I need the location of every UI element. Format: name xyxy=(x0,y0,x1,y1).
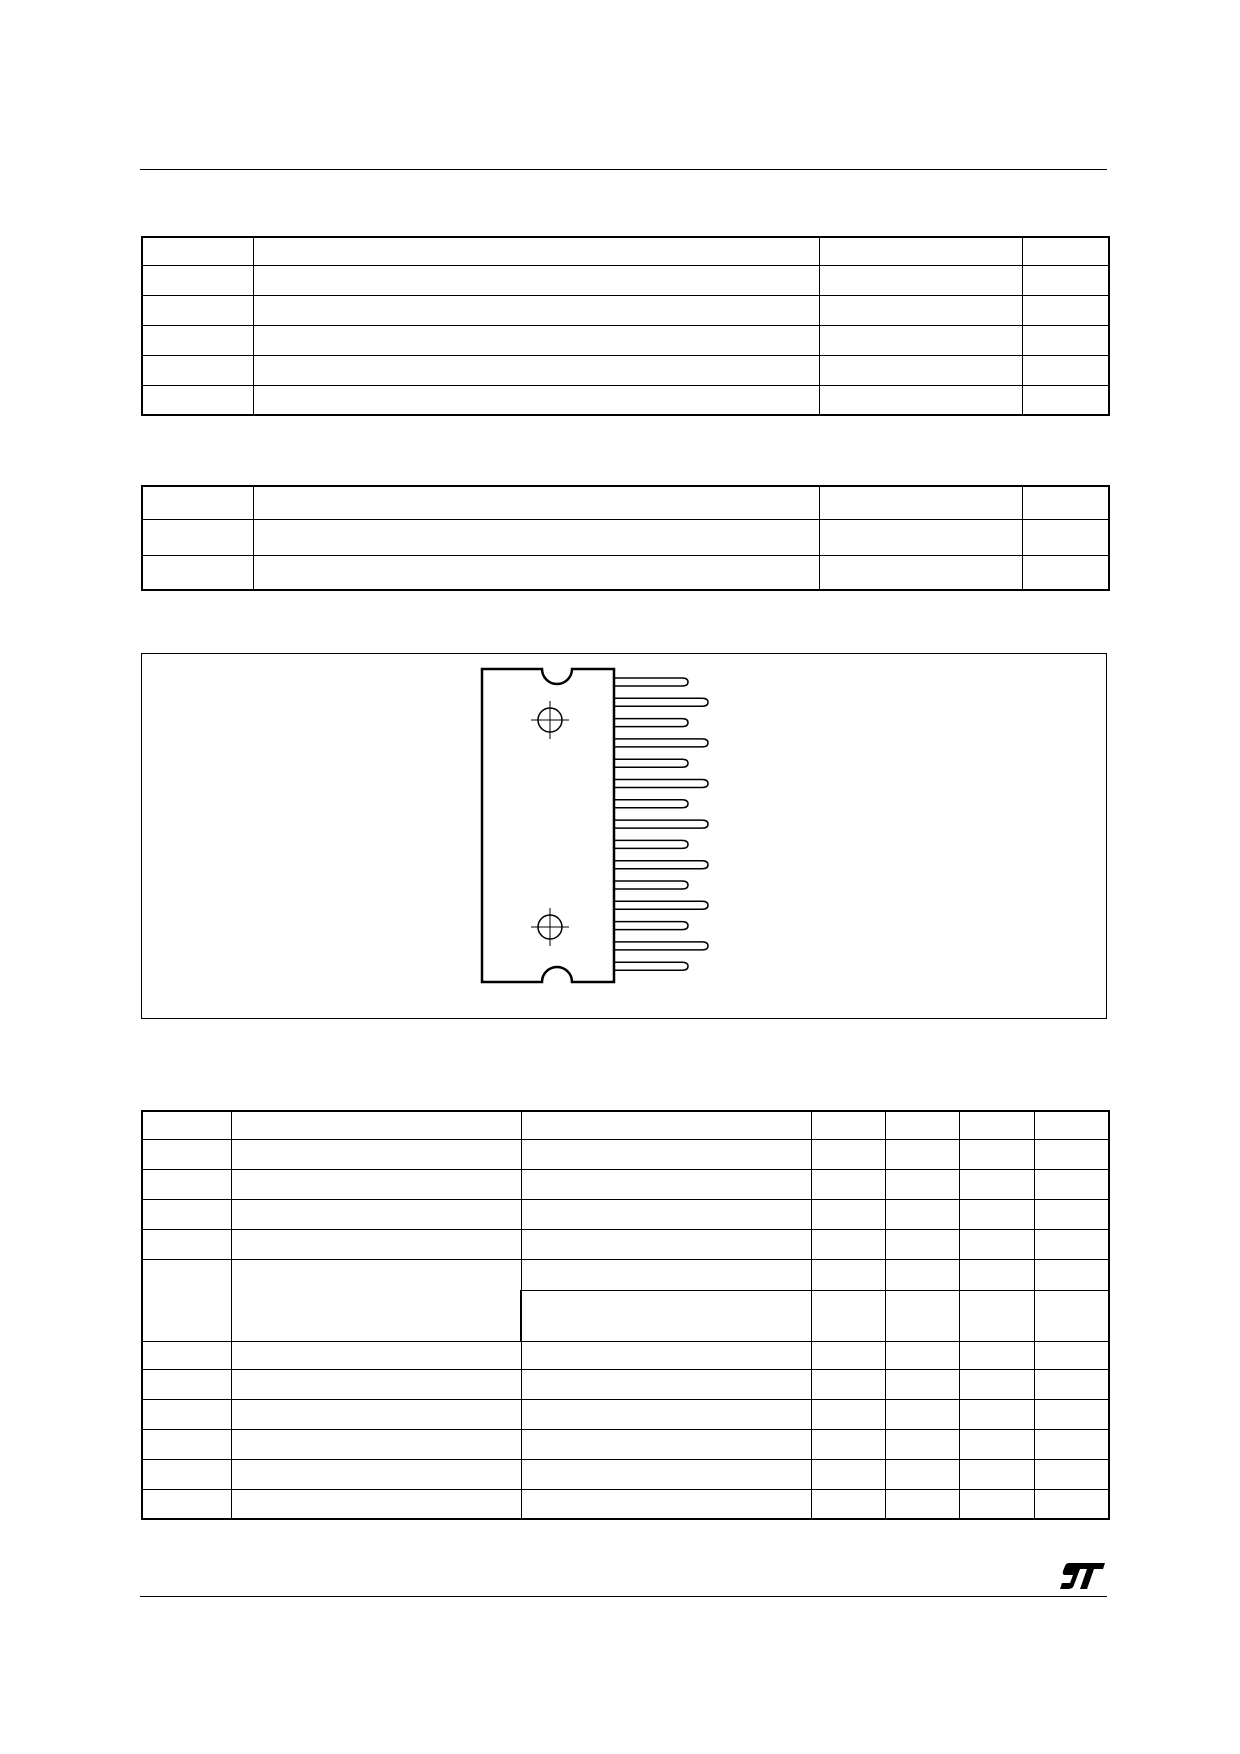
package-pin xyxy=(614,678,688,686)
table-cell xyxy=(253,519,819,555)
table-cell xyxy=(811,1489,885,1519)
table-cell xyxy=(253,355,819,385)
table-cell xyxy=(885,1229,959,1259)
package-pin xyxy=(614,759,688,767)
table-cell xyxy=(231,1259,521,1341)
table-cell xyxy=(819,519,1022,555)
table-cell xyxy=(142,486,253,519)
table-cell xyxy=(1022,237,1109,265)
table-cell xyxy=(1022,325,1109,355)
table-cell xyxy=(231,1341,521,1369)
table-cell xyxy=(959,1111,1034,1139)
table-cell xyxy=(959,1199,1034,1229)
table-cell xyxy=(521,1229,811,1259)
table-3 xyxy=(141,1110,1110,1520)
package-pin xyxy=(614,861,708,869)
table-cell xyxy=(885,1290,959,1341)
table-cell xyxy=(885,1139,959,1169)
table-cell xyxy=(521,1169,811,1199)
table-cell xyxy=(885,1459,959,1489)
table-1 xyxy=(141,236,1110,416)
table-cell xyxy=(811,1399,885,1429)
table-cell xyxy=(142,385,253,415)
table-cell xyxy=(142,1139,231,1169)
table-cell xyxy=(959,1259,1034,1290)
table-cell xyxy=(819,486,1022,519)
table-cell xyxy=(959,1459,1034,1489)
table-row xyxy=(142,1369,1109,1399)
table-cell xyxy=(142,237,253,265)
table-cell xyxy=(142,1369,231,1399)
package-pin xyxy=(614,820,708,828)
table-cell xyxy=(142,555,253,590)
header-rule xyxy=(140,169,1107,170)
table-cell xyxy=(819,237,1022,265)
table-cell xyxy=(142,325,253,355)
table-cell xyxy=(253,325,819,355)
table-cell xyxy=(811,1259,885,1290)
package-pin xyxy=(614,962,688,970)
table-cell xyxy=(231,1169,521,1199)
table-cell xyxy=(885,1341,959,1369)
table-cell xyxy=(142,1169,231,1199)
table-cell xyxy=(521,1290,811,1341)
table-cell xyxy=(811,1369,885,1399)
table-2 xyxy=(141,485,1110,591)
table-cell xyxy=(885,1259,959,1290)
table-cell xyxy=(142,355,253,385)
table-row xyxy=(142,1341,1109,1369)
table-cell xyxy=(1034,1199,1109,1229)
table-cell xyxy=(1022,555,1109,590)
table-cell xyxy=(1034,1341,1109,1369)
pin-connection-figure xyxy=(141,653,1107,1019)
table-cell xyxy=(959,1369,1034,1399)
table-cell xyxy=(811,1290,885,1341)
table-cell xyxy=(1034,1229,1109,1259)
table-cell xyxy=(885,1111,959,1139)
package-pin xyxy=(614,698,708,706)
table-cell xyxy=(959,1229,1034,1259)
table-cell xyxy=(1034,1290,1109,1341)
table-cell xyxy=(811,1169,885,1199)
table-cell xyxy=(959,1139,1034,1169)
table-cell xyxy=(521,1459,811,1489)
mounting-hole-group xyxy=(531,701,569,946)
table-cell xyxy=(959,1429,1034,1459)
table-cell xyxy=(959,1290,1034,1341)
package-pin xyxy=(614,901,708,909)
table-cell xyxy=(959,1489,1034,1519)
table-cell xyxy=(231,1399,521,1429)
table-cell xyxy=(885,1489,959,1519)
mounting-hole-icon xyxy=(531,701,569,739)
table-cell xyxy=(811,1229,885,1259)
table-cell xyxy=(142,519,253,555)
table-row xyxy=(142,1489,1109,1519)
table-cell xyxy=(231,1139,521,1169)
table-cell xyxy=(1034,1259,1109,1290)
table-cell xyxy=(231,1369,521,1399)
table-cell xyxy=(231,1429,521,1459)
table-cell xyxy=(142,265,253,295)
table-cell xyxy=(1034,1489,1109,1519)
table-row xyxy=(142,237,1109,265)
table-cell xyxy=(231,1199,521,1229)
table-cell xyxy=(819,385,1022,415)
footer-rule xyxy=(140,1596,1107,1597)
table-row xyxy=(142,486,1109,519)
table-cell xyxy=(811,1199,885,1229)
table-cell xyxy=(819,295,1022,325)
table-cell xyxy=(1034,1369,1109,1399)
package-pin xyxy=(614,800,688,808)
table-cell xyxy=(142,1111,231,1139)
table-cell xyxy=(521,1369,811,1399)
table-row xyxy=(142,1229,1109,1259)
table-cell xyxy=(819,355,1022,385)
table-cell xyxy=(819,265,1022,295)
package-pin xyxy=(614,881,688,889)
table-row xyxy=(142,295,1109,325)
table-cell xyxy=(819,555,1022,590)
table-row xyxy=(142,555,1109,590)
table-cell xyxy=(811,1341,885,1369)
table-cell xyxy=(1034,1139,1109,1169)
table-row xyxy=(142,519,1109,555)
table-cell xyxy=(959,1169,1034,1199)
table-cell xyxy=(521,1429,811,1459)
table-cell xyxy=(253,237,819,265)
table-cell xyxy=(142,1399,231,1429)
table-cell xyxy=(885,1199,959,1229)
table-cell xyxy=(885,1169,959,1199)
table-row xyxy=(142,1459,1109,1489)
st-logo-icon xyxy=(1058,1561,1108,1591)
table-cell xyxy=(231,1111,521,1139)
table-row xyxy=(142,1139,1109,1169)
table-cell xyxy=(142,1341,231,1369)
table-cell xyxy=(811,1111,885,1139)
table-cell xyxy=(142,1229,231,1259)
table-cell xyxy=(231,1459,521,1489)
table-cell xyxy=(885,1369,959,1399)
table-cell xyxy=(521,1111,811,1139)
package-pin xyxy=(614,739,708,747)
table-row xyxy=(142,355,1109,385)
table-row xyxy=(142,1111,1109,1139)
table-cell xyxy=(253,265,819,295)
table-cell xyxy=(253,555,819,590)
table-cell xyxy=(231,1489,521,1519)
table-cell xyxy=(521,1399,811,1429)
table-cell xyxy=(1022,355,1109,385)
table-cell xyxy=(521,1139,811,1169)
table-cell xyxy=(1022,486,1109,519)
table-cell xyxy=(521,1341,811,1369)
table-cell xyxy=(885,1429,959,1459)
package-pin xyxy=(614,780,708,788)
package-pin xyxy=(614,840,688,848)
table-row xyxy=(142,1199,1109,1229)
table-cell xyxy=(1022,519,1109,555)
package-pin xyxy=(614,922,688,930)
table-row xyxy=(142,1429,1109,1459)
table-cell xyxy=(1034,1399,1109,1429)
table-row xyxy=(142,1259,1109,1290)
pin-group xyxy=(614,678,708,970)
table-cell xyxy=(142,1459,231,1489)
table-cell xyxy=(253,295,819,325)
table-cell xyxy=(1022,265,1109,295)
table-row xyxy=(142,325,1109,355)
table-cell xyxy=(1034,1111,1109,1139)
table-row xyxy=(142,1169,1109,1199)
table-cell xyxy=(142,1489,231,1519)
table-cell xyxy=(521,1199,811,1229)
table-cell xyxy=(811,1459,885,1489)
table-cell xyxy=(811,1139,885,1169)
table-cell xyxy=(142,1259,231,1341)
package-drawing xyxy=(142,654,1105,1017)
table-cell xyxy=(253,385,819,415)
table-cell xyxy=(231,1229,521,1259)
table-cell xyxy=(142,1199,231,1229)
table-cell xyxy=(1034,1459,1109,1489)
table-cell xyxy=(1022,295,1109,325)
table-row xyxy=(142,385,1109,415)
table-cell xyxy=(253,486,819,519)
table-cell xyxy=(885,1399,959,1429)
table-cell xyxy=(142,1429,231,1459)
mounting-hole-icon xyxy=(531,908,569,946)
table-cell xyxy=(959,1341,1034,1369)
table-row xyxy=(142,1399,1109,1429)
package-pin xyxy=(614,719,688,727)
table-row xyxy=(142,265,1109,295)
package-pin xyxy=(614,942,708,950)
table-cell xyxy=(959,1399,1034,1429)
table-cell xyxy=(819,325,1022,355)
table-cell xyxy=(521,1489,811,1519)
table-cell xyxy=(1034,1429,1109,1459)
package-body xyxy=(482,669,614,982)
table-cell xyxy=(1022,385,1109,415)
table-cell xyxy=(521,1259,811,1290)
table-cell xyxy=(142,295,253,325)
table-cell xyxy=(811,1429,885,1459)
table-cell xyxy=(1034,1169,1109,1199)
